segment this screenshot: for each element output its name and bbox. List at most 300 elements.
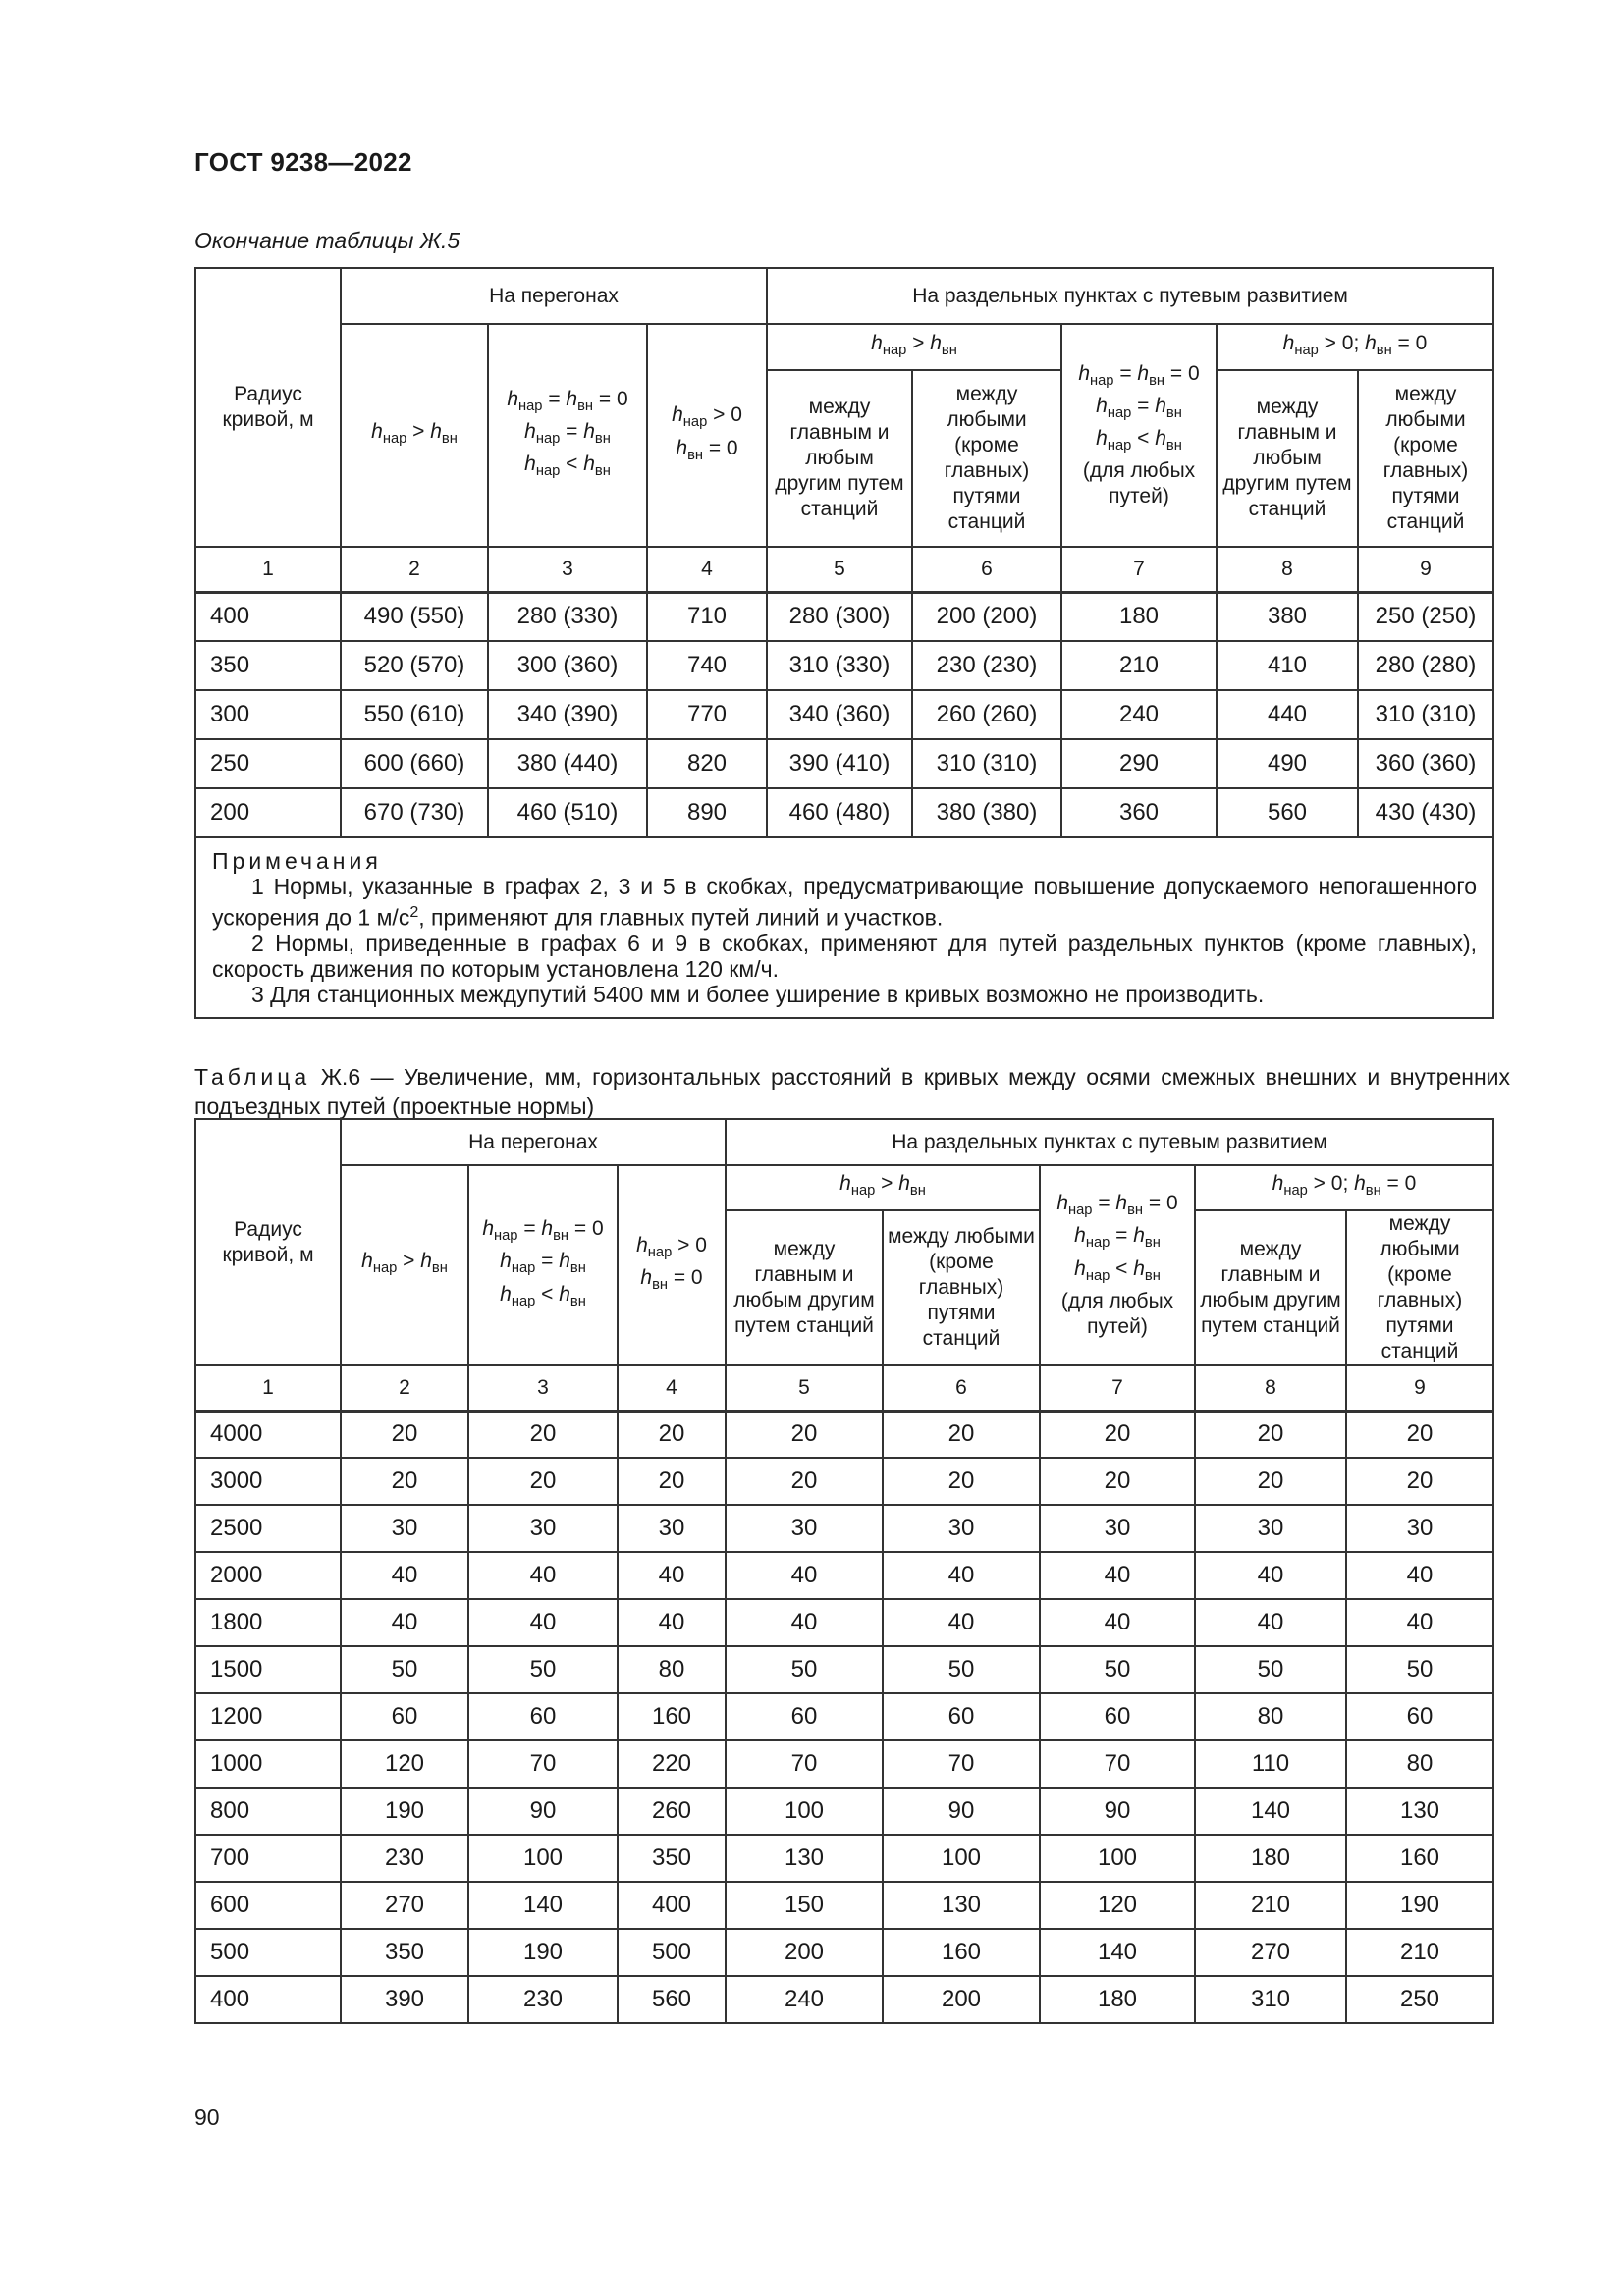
value-cell: 280 (300) (767, 592, 912, 641)
col-number: 8 (1195, 1365, 1346, 1411)
value-cell: 40 (726, 1552, 883, 1599)
header-col2 (341, 1165, 468, 1365)
radius-cell: 1000 (195, 1740, 341, 1788)
table6-body (195, 1411, 1493, 2023)
value-cell: 280 (330) (488, 592, 647, 641)
table-row (195, 1929, 1493, 1976)
formula: $h_{нар} > h_{вн}$ (371, 419, 458, 448)
value-cell: 180 (1195, 1835, 1346, 1882)
value-cell: 130 (883, 1882, 1040, 1929)
radius-cell: 600 (195, 1882, 341, 1929)
col-number: 2 (341, 547, 488, 592)
value-cell: 40 (341, 1599, 468, 1646)
value-cell: 740 (647, 641, 767, 690)
value-cell: 160 (883, 1929, 1040, 1976)
note-3: 3 Для станционных междупутий 5400 мм и более уширение в кривых возможно не производить. (251, 981, 1265, 1007)
value-cell: 60 (883, 1693, 1040, 1740)
value-cell: 270 (1195, 1929, 1346, 1976)
table5-caption: Окончание таблицы Ж.5 (194, 228, 460, 253)
formula: $h_{нар} > 0$ (1272, 1172, 1343, 1200)
h-symbol: $h_{нар}$ (1074, 1224, 1110, 1252)
header-col7 (1061, 324, 1217, 547)
value-cell: 80 (618, 1646, 726, 1693)
any-paths-label: (для любых путей) (1082, 459, 1196, 508)
value-cell: 20 (883, 1411, 1040, 1458)
value-cell: 50 (341, 1646, 468, 1693)
value-cell: 230 (468, 1976, 618, 2023)
value-cell: 40 (726, 1599, 883, 1646)
header-radius: Радиус кривой, м (195, 268, 341, 547)
col-number: 1 (195, 547, 341, 592)
h-symbol: $h_{нар}$ (524, 453, 561, 480)
value-cell: 290 (1061, 739, 1217, 788)
col-number: 9 (1358, 547, 1493, 592)
value-cell: 240 (726, 1976, 883, 2023)
table-row (195, 1976, 1493, 2023)
formula: $h_{нар} = h_{вн}$ (1074, 1224, 1161, 1252)
note-1: 1 Нормы, указанные в графах 2, 3 и 5 в скобках, предусматривающие повышение допускаемого непогашенного ускорения до 1 $м/с^2$, применяют для главных путей линий и участков. (212, 874, 1478, 931)
value-cell: 310 (330) (767, 641, 912, 690)
radius-cell: 1500 (195, 1646, 341, 1693)
formula: $h_{вн} = 0$ (640, 1266, 703, 1294)
header-sub-gt (767, 324, 1061, 370)
value-cell: 40 (1346, 1599, 1493, 1646)
value-cell: 230 (341, 1835, 468, 1882)
value-cell: 240 (1061, 690, 1217, 739)
value-cell: 430 (430) (1358, 788, 1493, 837)
value-cell: 50 (468, 1646, 618, 1693)
h-symbol: $h_{нар}$ (524, 419, 561, 448)
value-cell: 60 (341, 1693, 468, 1740)
value-cell: 340 (360) (767, 690, 912, 739)
value-cell: 30 (618, 1505, 726, 1552)
header-col9: между любыми (кроме главных) путями станций (1346, 1210, 1493, 1365)
h-symbol: $h_{нар}$ (1074, 1256, 1110, 1284)
h-symbol: $h_{вн}$ (1155, 394, 1182, 422)
value-cell: 20 (726, 1458, 883, 1505)
formula: $h_{нар} = h_{вн}$ (1096, 394, 1182, 422)
value-cell: 40 (883, 1599, 1040, 1646)
table-row (195, 592, 1493, 641)
value-cell: 380 (380) (912, 788, 1061, 837)
radius-cell: 1200 (195, 1693, 341, 1740)
value-cell: 300 (360) (488, 641, 647, 690)
value-cell: 160 (618, 1693, 726, 1740)
radius-cell: 4000 (195, 1411, 341, 1458)
header-punkt: На раздельных пунктах с путевым развитием (726, 1119, 1493, 1165)
formula: $h_{нар} = h_{вн} = 0$ (1056, 1192, 1178, 1219)
formula: $h_{нар} < h_{вн}$ (1096, 427, 1182, 454)
value-cell: 340 (390) (488, 690, 647, 739)
h-symbol: $h_{нар}$ (1056, 1192, 1093, 1219)
value-cell: 410 (1217, 641, 1358, 690)
h-symbol: $h_{вн}$ (898, 1172, 926, 1200)
value-cell: 60 (1346, 1693, 1493, 1740)
value-cell: 50 (726, 1646, 883, 1693)
value-cell: 130 (1346, 1788, 1493, 1835)
table-row (195, 1835, 1493, 1882)
value-cell: 20 (883, 1458, 1040, 1505)
value-cell: 60 (468, 1693, 618, 1740)
value-cell: 50 (1040, 1646, 1195, 1693)
value-cell: 400 (618, 1882, 726, 1929)
h-symbol: $h_{нар}$ (361, 1250, 398, 1277)
header-col5: между главным и любым другим путем станций (767, 370, 912, 547)
page-number: 90 (194, 2105, 220, 2130)
value-cell: 350 (341, 1929, 468, 1976)
h-symbol: $h_{вн}$ (541, 1217, 569, 1245)
value-cell: 260 (618, 1788, 726, 1835)
table-row (195, 1411, 1493, 1458)
table5-notes (195, 837, 1493, 1018)
value-cell: 310 (310) (1358, 690, 1493, 739)
formula: $h_{нар} < h_{вн}$ (500, 1282, 586, 1309)
value-cell: 460 (510) (488, 788, 647, 837)
value-cell: 280 (280) (1358, 641, 1493, 690)
table-5 (194, 267, 1494, 1019)
value-cell: 40 (1195, 1599, 1346, 1646)
radius-cell: 250 (195, 739, 341, 788)
formula: $h_{нар} > h_{вн}$ (839, 1172, 926, 1200)
value-cell: 40 (1346, 1552, 1493, 1599)
value-cell: 40 (468, 1552, 618, 1599)
formula: $h_{нар} > h_{вн}$ (361, 1250, 448, 1277)
col-number: 6 (912, 547, 1061, 592)
value-cell: 560 (1217, 788, 1358, 837)
formula: $h_{вн} = 0$ (1354, 1172, 1417, 1200)
h-symbol: $h_{нар}$ (839, 1172, 876, 1200)
table-row (195, 1505, 1493, 1552)
value-cell: 100 (1040, 1835, 1195, 1882)
table-row (195, 1458, 1493, 1505)
value-cell: 110 (1195, 1740, 1346, 1788)
col-number: 5 (726, 1365, 883, 1411)
header-col6: между любыми (кроме главных) путями станций (883, 1210, 1040, 1365)
value-cell: 30 (341, 1505, 468, 1552)
h-symbol: $h_{вн}$ (930, 331, 957, 359)
formula: $h_{нар} > h_{вн}$ (871, 331, 957, 359)
value-cell: 60 (1040, 1693, 1195, 1740)
header-col7 (1040, 1165, 1195, 1365)
header-col2 (341, 324, 488, 547)
h-symbol: $h_{нар}$ (672, 403, 708, 431)
header-col8: между главным и любым другим путем станций (1217, 370, 1358, 547)
radius-cell: 2000 (195, 1552, 341, 1599)
col-number: 4 (647, 547, 767, 592)
col-number: 2 (341, 1365, 468, 1411)
value-cell: 770 (647, 690, 767, 739)
value-cell: 500 (618, 1929, 726, 1976)
formula: $h_{нар} = h_{вн} = 0$ (482, 1217, 604, 1245)
value-cell: 890 (647, 788, 767, 837)
header-peregon: На перегонах (341, 1119, 726, 1165)
h-symbol: $h_{нар}$ (1078, 361, 1114, 389)
header-sub-gt (726, 1165, 1040, 1210)
header-punkt: На раздельных пунктах с путевым развитием (767, 268, 1493, 324)
value-cell: 20 (1346, 1411, 1493, 1458)
value-cell: 490 (550) (341, 592, 488, 641)
formula: $h_{нар} > 0$ (1282, 331, 1354, 359)
value-cell: 190 (1346, 1882, 1493, 1929)
radius-cell: 350 (195, 641, 341, 690)
header-sub-pos: $h_{нар} > 0$; $h_{вн} = 0$ (1195, 1165, 1493, 1210)
h-symbol: $h_{нар}$ (500, 1250, 536, 1277)
h-symbol: $h_{нар}$ (482, 1217, 518, 1245)
value-cell: 180 (1061, 592, 1217, 641)
value-cell: 30 (883, 1505, 1040, 1552)
value-cell: 70 (883, 1740, 1040, 1788)
value-cell: 60 (726, 1693, 883, 1740)
formula: $h_{нар} > 0$ (672, 403, 742, 431)
radius-cell: 700 (195, 1835, 341, 1882)
value-cell: 20 (341, 1458, 468, 1505)
h-symbol: $h_{вн}$ (640, 1266, 668, 1294)
value-cell: 140 (468, 1882, 618, 1929)
value-cell: 20 (726, 1411, 883, 1458)
formula: $h_{нар} < h_{вн}$ (524, 453, 611, 480)
h-symbol: $h_{нар}$ (371, 419, 407, 448)
h-symbol: $h_{вн}$ (1354, 1172, 1381, 1200)
value-cell: 350 (618, 1835, 726, 1882)
value-cell: 20 (1040, 1458, 1195, 1505)
value-cell: 200 (726, 1929, 883, 1976)
formula: $h_{нар} < h_{вн}$ (1074, 1256, 1161, 1284)
note-2: 2 Нормы, приведенные в графах 6 и 9 в скобках, применяют для путей раздельных пунктов (кроме главных), скорость движения по которым установлена 120 км/ч. (212, 930, 1478, 982)
col-number: 3 (488, 547, 647, 592)
col-number: 4 (618, 1365, 726, 1411)
h-symbol: $h_{вн}$ (1365, 331, 1392, 359)
table-6 (194, 1118, 1494, 2024)
col-number: 7 (1061, 547, 1217, 592)
h-symbol: $h_{вн}$ (559, 1250, 586, 1277)
radius-cell: 3000 (195, 1458, 341, 1505)
radius-cell: 400 (195, 1976, 341, 2023)
value-cell: 80 (1195, 1693, 1346, 1740)
header-col8: между главным и любым другим путем станций (1195, 1210, 1346, 1365)
table-row (195, 641, 1493, 690)
value-cell: 120 (341, 1740, 468, 1788)
value-cell: 30 (1346, 1505, 1493, 1552)
value-cell: 70 (468, 1740, 618, 1788)
table-row (195, 690, 1493, 739)
value-cell: 90 (883, 1788, 1040, 1835)
value-cell: 30 (468, 1505, 618, 1552)
formula: $h_{нар} = h_{вн} = 0$ (507, 387, 628, 414)
value-cell: 20 (618, 1458, 726, 1505)
table-row (195, 1693, 1493, 1740)
value-cell: 40 (1195, 1552, 1346, 1599)
radius-cell: 200 (195, 788, 341, 837)
value-cell: 100 (468, 1835, 618, 1882)
value-cell: 100 (883, 1835, 1040, 1882)
header-col4 (618, 1165, 726, 1365)
header-col3 (488, 324, 647, 547)
value-cell: 250 (1346, 1976, 1493, 2023)
table-row (195, 1740, 1493, 1788)
formula: $h_{нар} = h_{вн}$ (500, 1250, 586, 1277)
value-cell: 310 (1195, 1976, 1346, 2023)
col-number: 8 (1217, 547, 1358, 592)
value-cell: 150 (726, 1882, 883, 1929)
value-cell: 310 (310) (912, 739, 1061, 788)
value-cell: 460 (480) (767, 788, 912, 837)
table-row (195, 1646, 1493, 1693)
formula: $h_{нар} > 0$ (636, 1233, 707, 1260)
radius-cell: 800 (195, 1788, 341, 1835)
h-symbol: $h_{вн}$ (583, 453, 611, 480)
value-cell: 220 (618, 1740, 726, 1788)
document-header: ГОСТ 9238—2022 (194, 147, 412, 177)
value-cell: 20 (341, 1411, 468, 1458)
value-cell: 260 (260) (912, 690, 1061, 739)
h-symbol: $h_{вн}$ (1137, 361, 1165, 389)
value-cell: 360 (1061, 788, 1217, 837)
table-row (195, 1599, 1493, 1646)
value-cell: 30 (1195, 1505, 1346, 1552)
formula: $h_{нар} = h_{вн}$ (524, 419, 611, 448)
header-col3 (468, 1165, 618, 1365)
h-symbol: $h_{вн}$ (1155, 427, 1182, 454)
value-cell: 20 (1195, 1411, 1346, 1458)
value-cell: 190 (341, 1788, 468, 1835)
value-cell: 20 (1040, 1411, 1195, 1458)
h-symbol: $h_{нар}$ (636, 1233, 673, 1260)
header-radius: Радиус кривой, м (195, 1119, 341, 1365)
value-cell: 20 (468, 1458, 618, 1505)
value-cell: 200 (883, 1976, 1040, 2023)
value-cell: 40 (618, 1599, 726, 1646)
value-cell: 820 (647, 739, 767, 788)
h-symbol: $h_{нар}$ (500, 1282, 536, 1309)
value-cell: 40 (1040, 1599, 1195, 1646)
value-cell: 130 (726, 1835, 883, 1882)
value-cell: 270 (341, 1882, 468, 1929)
header-sub-pos: $h_{нар} > 0$; $h_{вн} = 0$ (1217, 324, 1493, 370)
value-cell: 140 (1195, 1788, 1346, 1835)
table5-body (195, 592, 1493, 837)
value-cell: 210 (1061, 641, 1217, 690)
h-symbol: $h_{нар}$ (1282, 331, 1319, 359)
value-cell: 20 (1346, 1458, 1493, 1505)
header-col9: между любыми (кроме главных) путями станций (1358, 370, 1493, 547)
formula: $h_{нар} = h_{вн} = 0$ (1078, 361, 1200, 389)
h-symbol: $h_{вн}$ (583, 419, 611, 448)
value-cell: 490 (1217, 739, 1358, 788)
value-cell: 210 (1195, 1882, 1346, 1929)
h-symbol: $h_{вн}$ (420, 1250, 448, 1277)
value-cell: 520 (570) (341, 641, 488, 690)
value-cell: 40 (618, 1552, 726, 1599)
col-number: 9 (1346, 1365, 1493, 1411)
header-peregon: На перегонах (341, 268, 767, 324)
value-cell: 600 (660) (341, 739, 488, 788)
h-symbol: $h_{вн}$ (1133, 1256, 1161, 1284)
col-number: 5 (767, 547, 912, 592)
value-cell: 40 (883, 1552, 1040, 1599)
notes-title: Примечания (212, 848, 382, 874)
value-cell: 380 (440) (488, 739, 647, 788)
value-cell: 250 (250) (1358, 592, 1493, 641)
radius-cell: 300 (195, 690, 341, 739)
table6-caption: Таблица Ж.6 — Увеличение, мм, горизонтальных расстояний в кривых между осями смежных внешних и внутренних подъездных путей (проектные нормы) (194, 1064, 1510, 1119)
h-symbol: $h_{вн}$ (1115, 1192, 1144, 1219)
table-row (195, 788, 1493, 837)
value-cell: 360 (360) (1358, 739, 1493, 788)
value-cell: 390 (410) (767, 739, 912, 788)
radius-cell: 1800 (195, 1599, 341, 1646)
value-cell: 140 (1040, 1929, 1195, 1976)
value-cell: 670 (730) (341, 788, 488, 837)
value-cell: 160 (1346, 1835, 1493, 1882)
h-symbol: $h_{вн}$ (1133, 1224, 1161, 1252)
value-cell: 40 (468, 1599, 618, 1646)
value-cell: 710 (647, 592, 767, 641)
header-col5: между главным и любым другим путем станций (726, 1210, 883, 1365)
h-symbol: $h_{вн}$ (566, 387, 594, 414)
table-row (195, 1788, 1493, 1835)
value-cell: 230 (230) (912, 641, 1061, 690)
value-cell: 40 (341, 1552, 468, 1599)
h-symbol: $h_{вн}$ (430, 419, 458, 448)
value-cell: 210 (1346, 1929, 1493, 1976)
value-cell: 90 (468, 1788, 618, 1835)
table-row (195, 1882, 1493, 1929)
value-cell: 30 (1040, 1505, 1195, 1552)
value-cell: 70 (1040, 1740, 1195, 1788)
value-cell: 390 (341, 1976, 468, 2023)
value-cell: 70 (726, 1740, 883, 1788)
radius-cell: 400 (195, 592, 341, 641)
header-col6: между любыми (кроме главных) путями станций (912, 370, 1061, 547)
value-cell: 190 (468, 1929, 618, 1976)
col-number: 6 (883, 1365, 1040, 1411)
value-cell: 50 (883, 1646, 1040, 1693)
header-col4 (647, 324, 767, 547)
value-cell: 440 (1217, 690, 1358, 739)
table-row (195, 1552, 1493, 1599)
h-symbol: $h_{нар}$ (871, 331, 907, 359)
value-cell: 380 (1217, 592, 1358, 641)
h-symbol: $h_{вн}$ (676, 436, 703, 463)
value-cell: 180 (1040, 1976, 1195, 2023)
h-symbol: $h_{нар}$ (1096, 427, 1132, 454)
radius-cell: 500 (195, 1929, 341, 1976)
col-number: 1 (195, 1365, 341, 1411)
value-cell: 50 (1346, 1646, 1493, 1693)
formula: $h_{вн} = 0$ (676, 436, 738, 463)
value-cell: 100 (726, 1788, 883, 1835)
value-cell: 20 (468, 1411, 618, 1458)
value-cell: 120 (1040, 1882, 1195, 1929)
col-number: 3 (468, 1365, 618, 1411)
table-row (195, 739, 1493, 788)
value-cell: 550 (610) (341, 690, 488, 739)
h-symbol: $h_{вн}$ (559, 1282, 586, 1309)
value-cell: 90 (1040, 1788, 1195, 1835)
value-cell: 560 (618, 1976, 726, 2023)
value-cell: 80 (1346, 1740, 1493, 1788)
value-cell: 30 (726, 1505, 883, 1552)
value-cell: 200 (200) (912, 592, 1061, 641)
value-cell: 20 (618, 1411, 726, 1458)
h-symbol: $h_{нар}$ (507, 387, 543, 414)
any-paths-label: (для любых путей) (1060, 1289, 1174, 1338)
radius-cell: 2500 (195, 1505, 341, 1552)
h-symbol: $h_{нар}$ (1096, 394, 1132, 422)
col-number: 7 (1040, 1365, 1195, 1411)
value-cell: 50 (1195, 1646, 1346, 1693)
formula: $h_{вн} = 0$ (1365, 331, 1428, 359)
